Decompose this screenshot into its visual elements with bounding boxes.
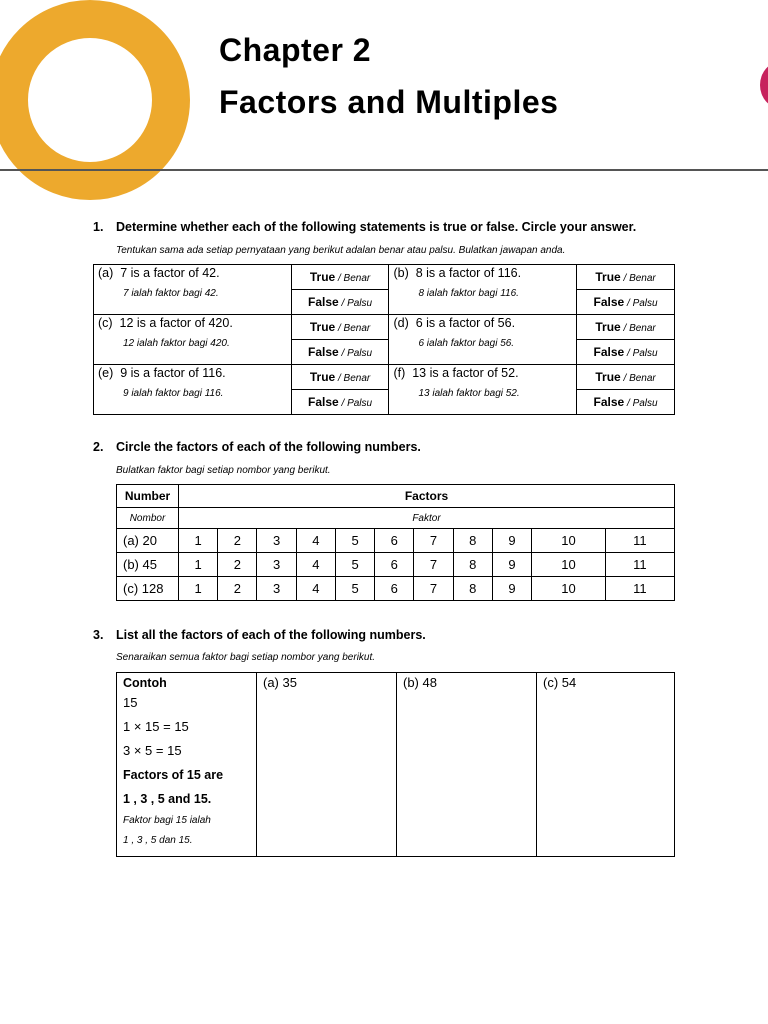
statement-text: 13 is a factor of 52. xyxy=(412,366,519,380)
factor-option[interactable]: 3 xyxy=(257,529,296,553)
factor-option[interactable]: 9 xyxy=(492,529,531,553)
true-malay-label: Benar xyxy=(343,273,371,284)
separator: / xyxy=(620,373,630,384)
statement-text: 6 is a factor of 56. xyxy=(415,316,516,330)
factor-option[interactable]: 7 xyxy=(414,553,453,577)
chapter-number: Chapter 2 xyxy=(219,32,372,68)
factor-option[interactable]: 10 xyxy=(532,553,606,577)
false-option[interactable] xyxy=(577,390,675,415)
list-factors-table xyxy=(116,672,675,857)
false-option[interactable] xyxy=(577,340,675,365)
factor-option[interactable]: 11 xyxy=(605,529,674,553)
statement-label: (b) xyxy=(393,266,409,280)
false-label: False xyxy=(593,295,625,309)
separator: / xyxy=(624,348,633,359)
statement xyxy=(393,316,576,330)
separator: / xyxy=(624,298,633,309)
false-malay-label: Palsu xyxy=(347,348,373,359)
statement xyxy=(98,266,291,280)
false-label: False xyxy=(308,345,339,359)
example-malay-1: Faktor bagi 15 ialah xyxy=(123,815,211,826)
statement-text: 8 is a factor of 116. xyxy=(415,266,522,280)
factor-option[interactable]: 11 xyxy=(605,553,674,577)
true-label: True xyxy=(595,320,621,334)
factor-option[interactable]: 5 xyxy=(335,577,374,601)
factors-header-malay: Faktor xyxy=(179,508,675,529)
true-label: True xyxy=(309,270,336,284)
part-label: (b) 48 xyxy=(403,675,437,690)
question-number: 3. xyxy=(93,628,104,642)
number-header: Number xyxy=(117,485,179,508)
factors-table xyxy=(116,484,675,601)
question-3-subtext: Senaraikan semua faktor bagi setiap nombor yang berikut. xyxy=(116,652,376,663)
number-row xyxy=(117,529,675,553)
statement-label: (c) xyxy=(98,316,113,330)
statement-malay: 12 ialah faktor bagi 420. xyxy=(123,338,230,349)
separator: / xyxy=(338,398,348,409)
true-label: True xyxy=(595,370,621,384)
factor-option[interactable]: 4 xyxy=(296,529,335,553)
factor-option[interactable]: 6 xyxy=(375,577,414,601)
factor-option[interactable]: 10 xyxy=(532,577,606,601)
chapter-title: Factors and Multiples xyxy=(219,84,559,120)
separator: / xyxy=(335,373,344,384)
true-option[interactable] xyxy=(577,265,675,290)
question-2-subtext: Bulatkan faktor bagi setiap nombor yang berikut. xyxy=(116,465,331,476)
true-malay-label: Benar xyxy=(343,373,371,384)
statement-cell xyxy=(94,315,292,365)
factor-option[interactable]: 4 xyxy=(296,577,335,601)
true-malay-label: Benar xyxy=(629,323,656,334)
false-label: False xyxy=(593,395,625,409)
question-3 xyxy=(93,628,426,642)
true-option[interactable] xyxy=(291,265,389,290)
number-row xyxy=(117,553,675,577)
statement xyxy=(98,316,291,330)
separator: / xyxy=(335,273,344,284)
statement-cell xyxy=(389,365,577,415)
false-malay-label: Palsu xyxy=(347,298,373,309)
false-malay-label: Palsu xyxy=(632,398,658,409)
example-line-4: 1 , 3 , 5 and 15. xyxy=(123,792,212,806)
statement-row xyxy=(94,315,675,340)
separator: / xyxy=(620,273,630,284)
false-option[interactable] xyxy=(577,290,675,315)
question-1 xyxy=(93,220,636,234)
question-text: Circle the factors of each of the following numbers. xyxy=(116,440,421,454)
statement-label: (a) xyxy=(98,266,114,280)
question-number: 2. xyxy=(93,440,104,454)
statement xyxy=(393,266,576,280)
factor-option[interactable]: 8 xyxy=(453,577,492,601)
false-option[interactable] xyxy=(291,390,389,415)
question-2 xyxy=(93,440,421,454)
true-malay-label: Benar xyxy=(629,373,656,384)
factor-option[interactable]: 5 xyxy=(335,529,374,553)
statement-malay: 7 ialah faktor bagi 42. xyxy=(123,288,219,299)
factor-option[interactable]: 4 xyxy=(296,553,335,577)
question-text: Determine whether each of the following statements is true or false. Circle your answer. xyxy=(116,220,637,234)
example-line-2: 3 × 5 = 15 xyxy=(123,743,182,758)
number-label: (a) 20 xyxy=(117,529,179,553)
example-cell xyxy=(117,673,257,857)
true-malay-label: Benar xyxy=(343,323,371,334)
true-option[interactable] xyxy=(291,365,389,390)
statement-text: 7 is a factor of 42. xyxy=(120,266,220,280)
false-malay-label: Palsu xyxy=(632,298,658,309)
decorative-pink-shape xyxy=(760,62,768,108)
answer-cell-b[interactable] xyxy=(397,673,537,857)
factor-option[interactable]: 6 xyxy=(375,553,414,577)
separator: / xyxy=(624,398,633,409)
true-label: True xyxy=(595,270,621,284)
answer-cell-c[interactable] xyxy=(537,673,675,857)
factor-option[interactable]: 10 xyxy=(532,529,606,553)
false-label: False xyxy=(308,295,339,309)
header-divider xyxy=(0,169,768,171)
statement-row xyxy=(94,265,675,290)
factor-option[interactable]: 1 xyxy=(179,553,218,577)
statement-cell xyxy=(389,265,577,315)
false-malay-label: Palsu xyxy=(632,348,658,359)
true-label: True xyxy=(309,370,336,384)
factor-option[interactable]: 1 xyxy=(179,529,218,553)
factor-option[interactable]: 8 xyxy=(453,529,492,553)
factor-option[interactable]: 3 xyxy=(257,577,296,601)
answer-cell-a[interactable] xyxy=(257,673,397,857)
separator: / xyxy=(338,298,348,309)
true-label: True xyxy=(309,320,336,334)
true-option[interactable] xyxy=(291,315,389,340)
separator: / xyxy=(338,348,348,359)
true-false-table xyxy=(93,264,675,415)
statement-cell xyxy=(94,265,292,315)
false-option[interactable] xyxy=(291,290,389,315)
number-header-malay: Nombor xyxy=(117,508,179,529)
separator: / xyxy=(620,323,630,334)
factors-header: Factors xyxy=(179,485,675,508)
statement-text: 9 is a factor of 116. xyxy=(120,366,226,380)
factor-option[interactable]: 5 xyxy=(335,553,374,577)
factor-option[interactable]: 6 xyxy=(375,529,414,553)
part-label: (c) 54 xyxy=(543,675,577,690)
statement-malay: 9 ialah faktor bagi 116. xyxy=(123,388,224,399)
true-option[interactable] xyxy=(577,315,675,340)
factor-option[interactable]: 3 xyxy=(257,553,296,577)
false-malay-label: Palsu xyxy=(347,398,373,409)
statement-row xyxy=(94,365,675,390)
statement-malay: 8 ialah faktor bagi 116. xyxy=(418,288,519,299)
number-row xyxy=(117,577,675,601)
question-number: 1. xyxy=(93,220,104,234)
part-label: (a) 35 xyxy=(263,675,297,690)
statement-malay: 13 ialah faktor bagi 52. xyxy=(418,388,520,399)
factor-option[interactable]: 2 xyxy=(218,529,257,553)
question-text: List all the factors of each of the following numbers. xyxy=(116,628,426,642)
statement-text: 12 is a factor of 420. xyxy=(119,316,233,330)
factor-option[interactable]: 7 xyxy=(414,529,453,553)
statement-cell xyxy=(389,315,577,365)
statement-label: (f) xyxy=(393,366,406,380)
factor-option[interactable]: 1 xyxy=(179,577,218,601)
statement xyxy=(98,366,291,380)
question-1-subtext: Tentukan sama ada setiap pernyataan yang berikut adalan benar atau palsu. Bulatkan jawapan anda. xyxy=(116,245,566,256)
statement xyxy=(393,366,576,380)
statement-label: (e) xyxy=(98,366,114,380)
example-line-3: Factors of 15 are xyxy=(123,768,224,782)
true-option[interactable] xyxy=(577,365,675,390)
factor-option[interactable]: 8 xyxy=(453,553,492,577)
number-label: (c) 128 xyxy=(117,577,179,601)
false-label: False xyxy=(308,395,339,409)
number-label: (b) 45 xyxy=(117,553,179,577)
factor-option[interactable]: 2 xyxy=(218,577,257,601)
factor-option[interactable]: 7 xyxy=(414,577,453,601)
factor-option[interactable]: 9 xyxy=(492,553,531,577)
example-heading: Contoh xyxy=(123,676,167,690)
false-label: False xyxy=(593,345,625,359)
factor-option[interactable]: 11 xyxy=(605,577,674,601)
example-number: 15 xyxy=(123,695,138,710)
statement-malay: 6 ialah faktor bagi 56. xyxy=(418,338,515,349)
false-option[interactable] xyxy=(291,340,389,365)
factor-option[interactable]: 2 xyxy=(218,553,257,577)
true-malay-label: Benar xyxy=(629,273,656,284)
separator: / xyxy=(335,323,344,334)
example-line-1: 1 × 15 = 15 xyxy=(123,719,189,734)
statement-label: (d) xyxy=(393,316,409,330)
example-malay-2: 1 , 3 , 5 dan 15. xyxy=(123,835,193,846)
statement-cell xyxy=(94,365,292,415)
factor-option[interactable]: 9 xyxy=(492,577,531,601)
